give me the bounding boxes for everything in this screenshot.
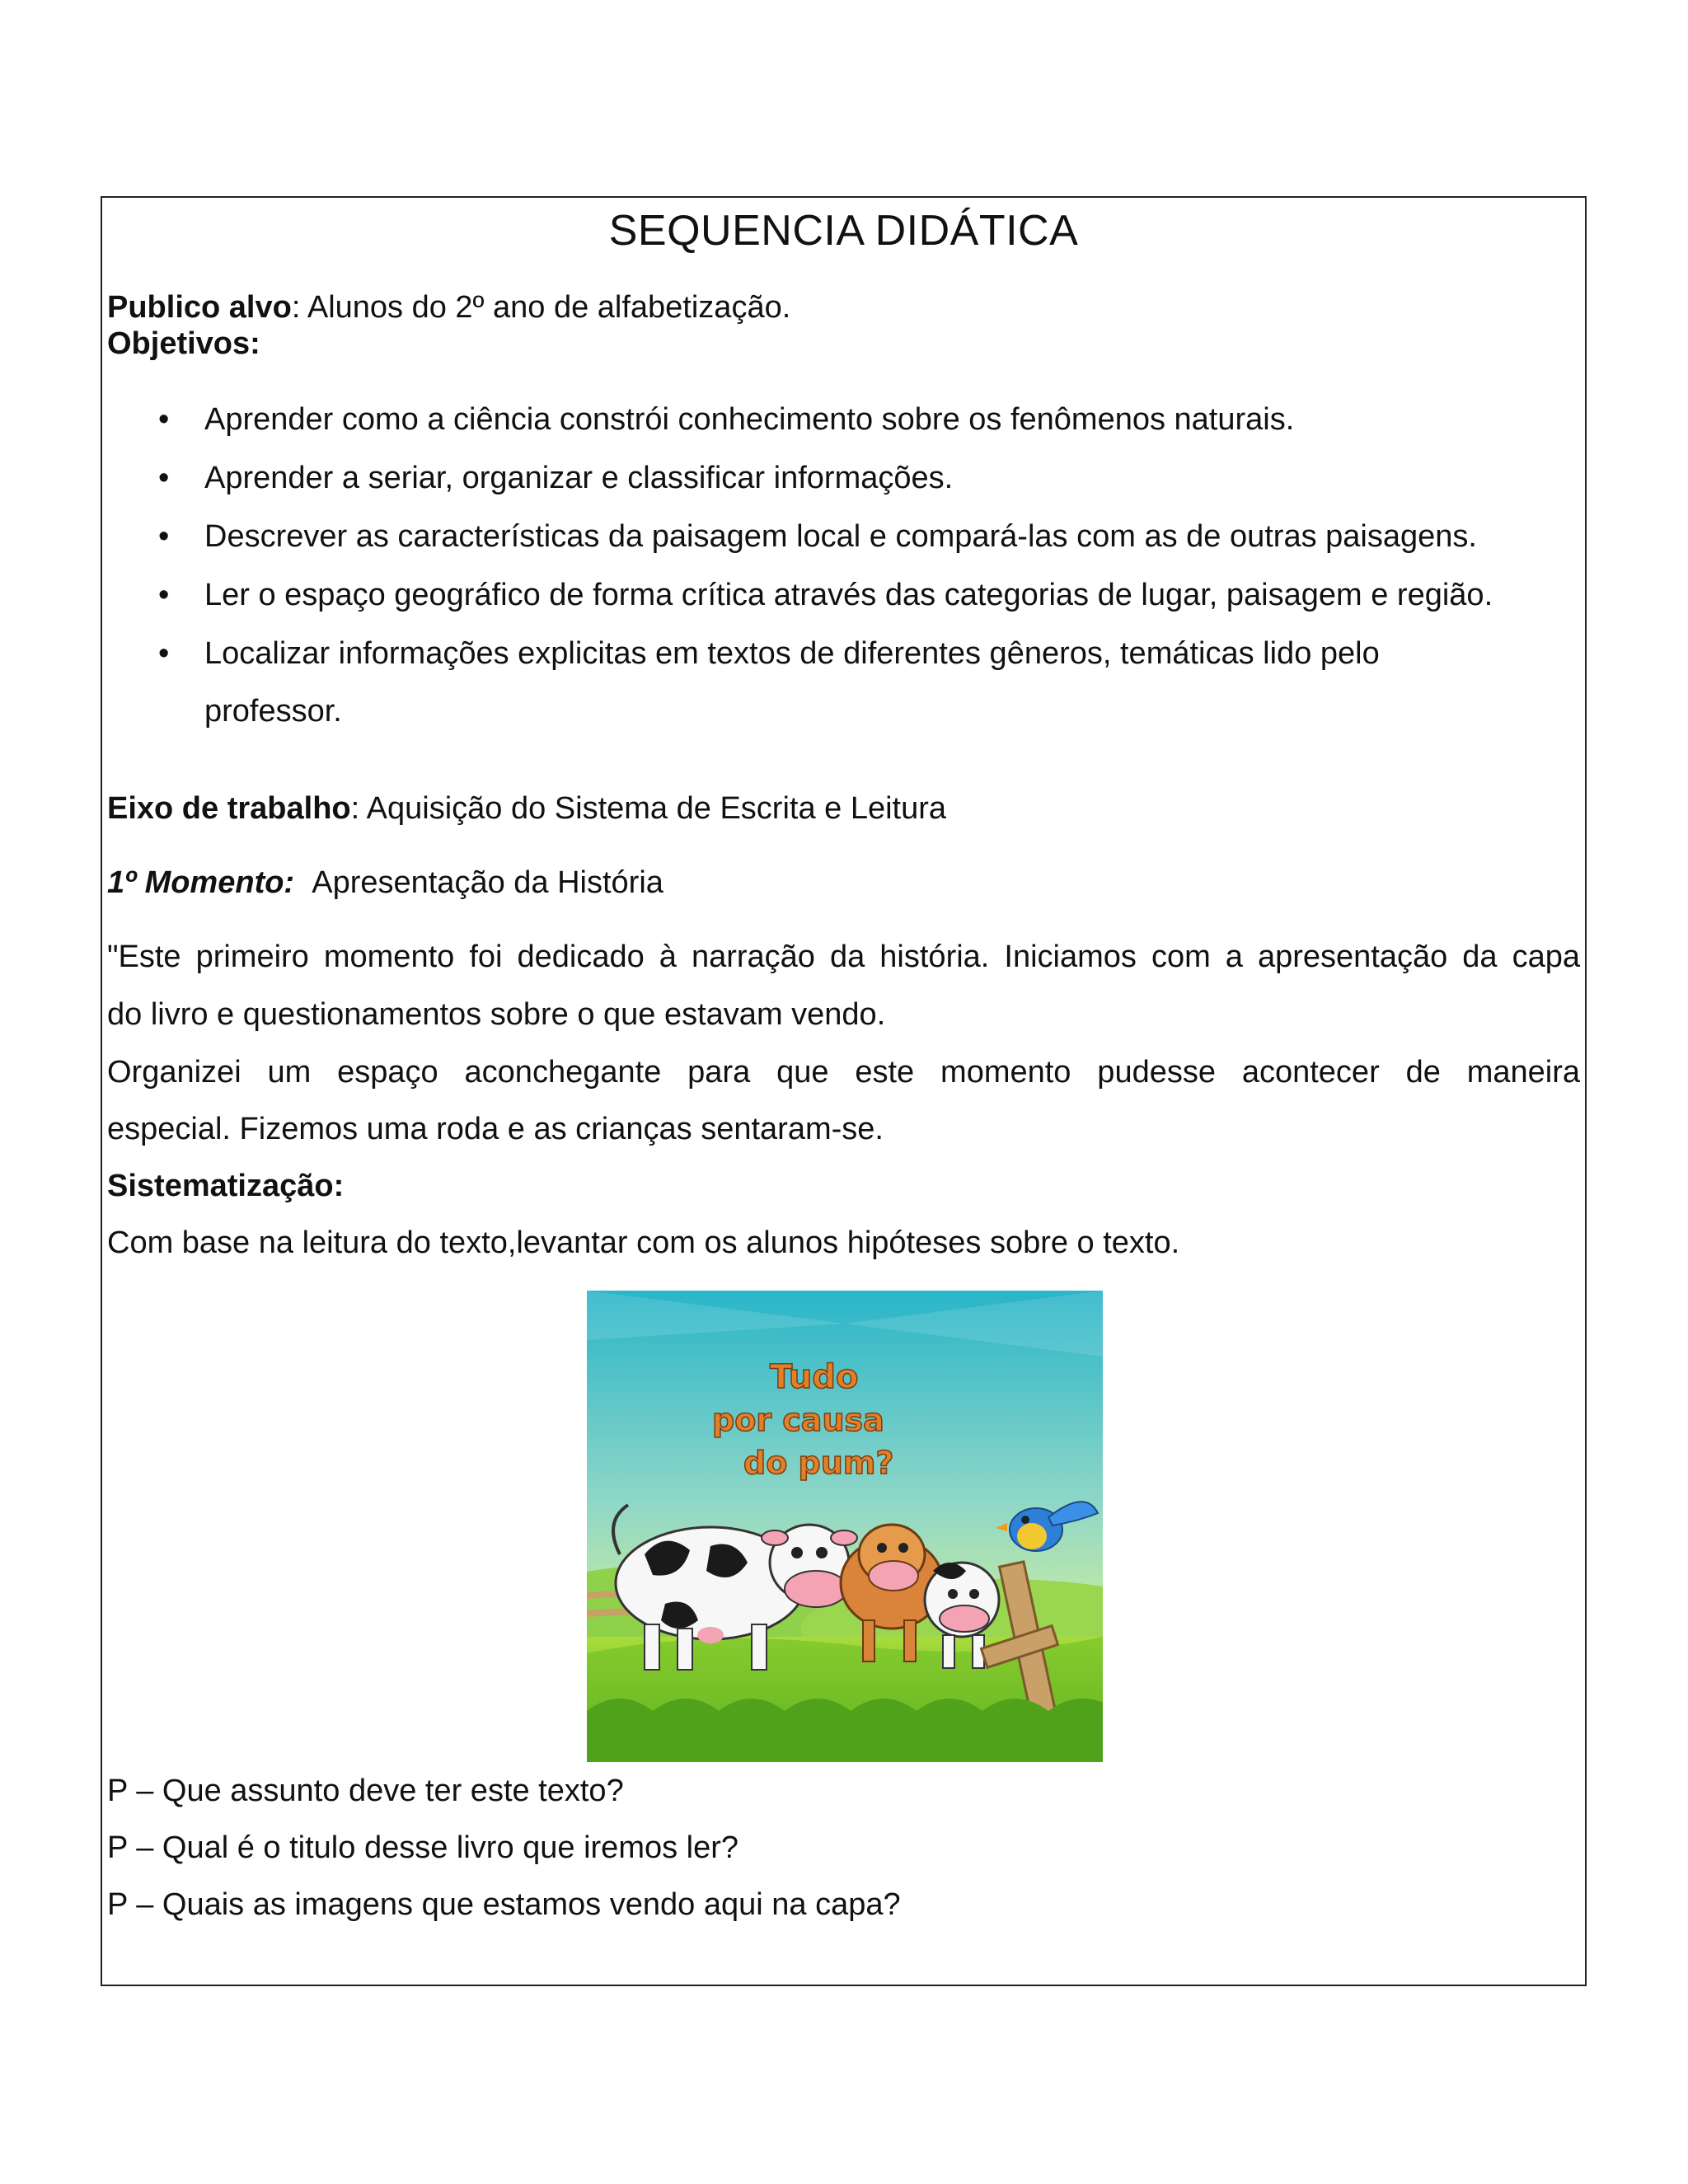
objetivo-text: Descrever as características da paisagem local e compará-las com as de outras paisagens. <box>204 519 1477 554</box>
paragraph-line: "Este primeiro momento foi dedicado à narração da história. Iniciamos com a apresentação da capa <box>107 940 1580 974</box>
bullet-icon: • <box>158 402 170 437</box>
question-2: P – Qual é o titulo desse livro que iremos ler? <box>107 1830 739 1865</box>
objetivo-text: Aprender como a ciência constrói conhecimento sobre os fenômenos naturais. <box>204 402 1295 437</box>
momento-label: 1º Momento: <box>107 865 295 900</box>
sistematizacao-label: Sistematização: <box>107 1169 345 1203</box>
bullet-icon: • <box>158 636 170 671</box>
document-title: SEQUENCIA DIDÁTICA <box>608 207 1079 255</box>
objetivo-text: Ler o espaço geográfico de forma crítica através das categorias de lugar, paisagem e região. <box>204 578 1493 612</box>
cover-title-line1: Tudo <box>770 1358 859 1396</box>
publico-alvo-line <box>107 288 790 326</box>
bullet-icon: • <box>158 461 170 495</box>
paragraph-line: Organizei um espaço aconchegante para que este momento pudesse acontecer de maneira <box>107 1055 1580 1090</box>
question-3: P – Quais as imagens que estamos vendo aqui na capa? <box>107 1887 901 1922</box>
paragraph-line: do livro e questionamentos sobre o que estavam vendo. <box>107 997 886 1032</box>
book-cover-image <box>587 1291 1103 1762</box>
cover-title-line2: por causa <box>712 1402 884 1438</box>
paragraph-line: especial. Fizemos uma roda e as crianças sentaram-se. <box>107 1112 884 1146</box>
momento-line <box>107 864 663 902</box>
objetivos-label: Objetivos: <box>107 326 260 361</box>
bullet-icon: • <box>158 578 170 612</box>
question-1: P – Que assunto deve ter este texto? <box>107 1774 624 1808</box>
objetivo-5-line1: Localizar informações explicitas em textos de diferentes gêneros, temáticas lido pelo <box>204 636 1380 671</box>
momento-value: Apresentação da História <box>312 865 663 900</box>
sistematizacao-text: Com base na leitura do texto,levantar com os alunos hipóteses sobre o texto. <box>107 1226 1180 1260</box>
bullet-icon: • <box>158 519 170 554</box>
cover-title-line3: do pum? <box>743 1445 894 1481</box>
objetivo-text <box>204 635 1568 730</box>
objetivo-text: Aprender a seriar, organizar e classificar informações. <box>204 461 954 495</box>
document-frame <box>101 196 1587 1986</box>
eixo-line <box>107 790 946 827</box>
eixo-value: : Aquisição do Sistema de Escrita e Leitura <box>350 791 947 826</box>
eixo-label: Eixo de trabalho <box>107 791 351 826</box>
publico-alvo-label: Publico alvo <box>107 290 292 325</box>
publico-alvo-value: : Alunos do 2º ano de alfabetização. <box>291 290 791 325</box>
objetivo-5-line2: professor. <box>204 694 342 729</box>
